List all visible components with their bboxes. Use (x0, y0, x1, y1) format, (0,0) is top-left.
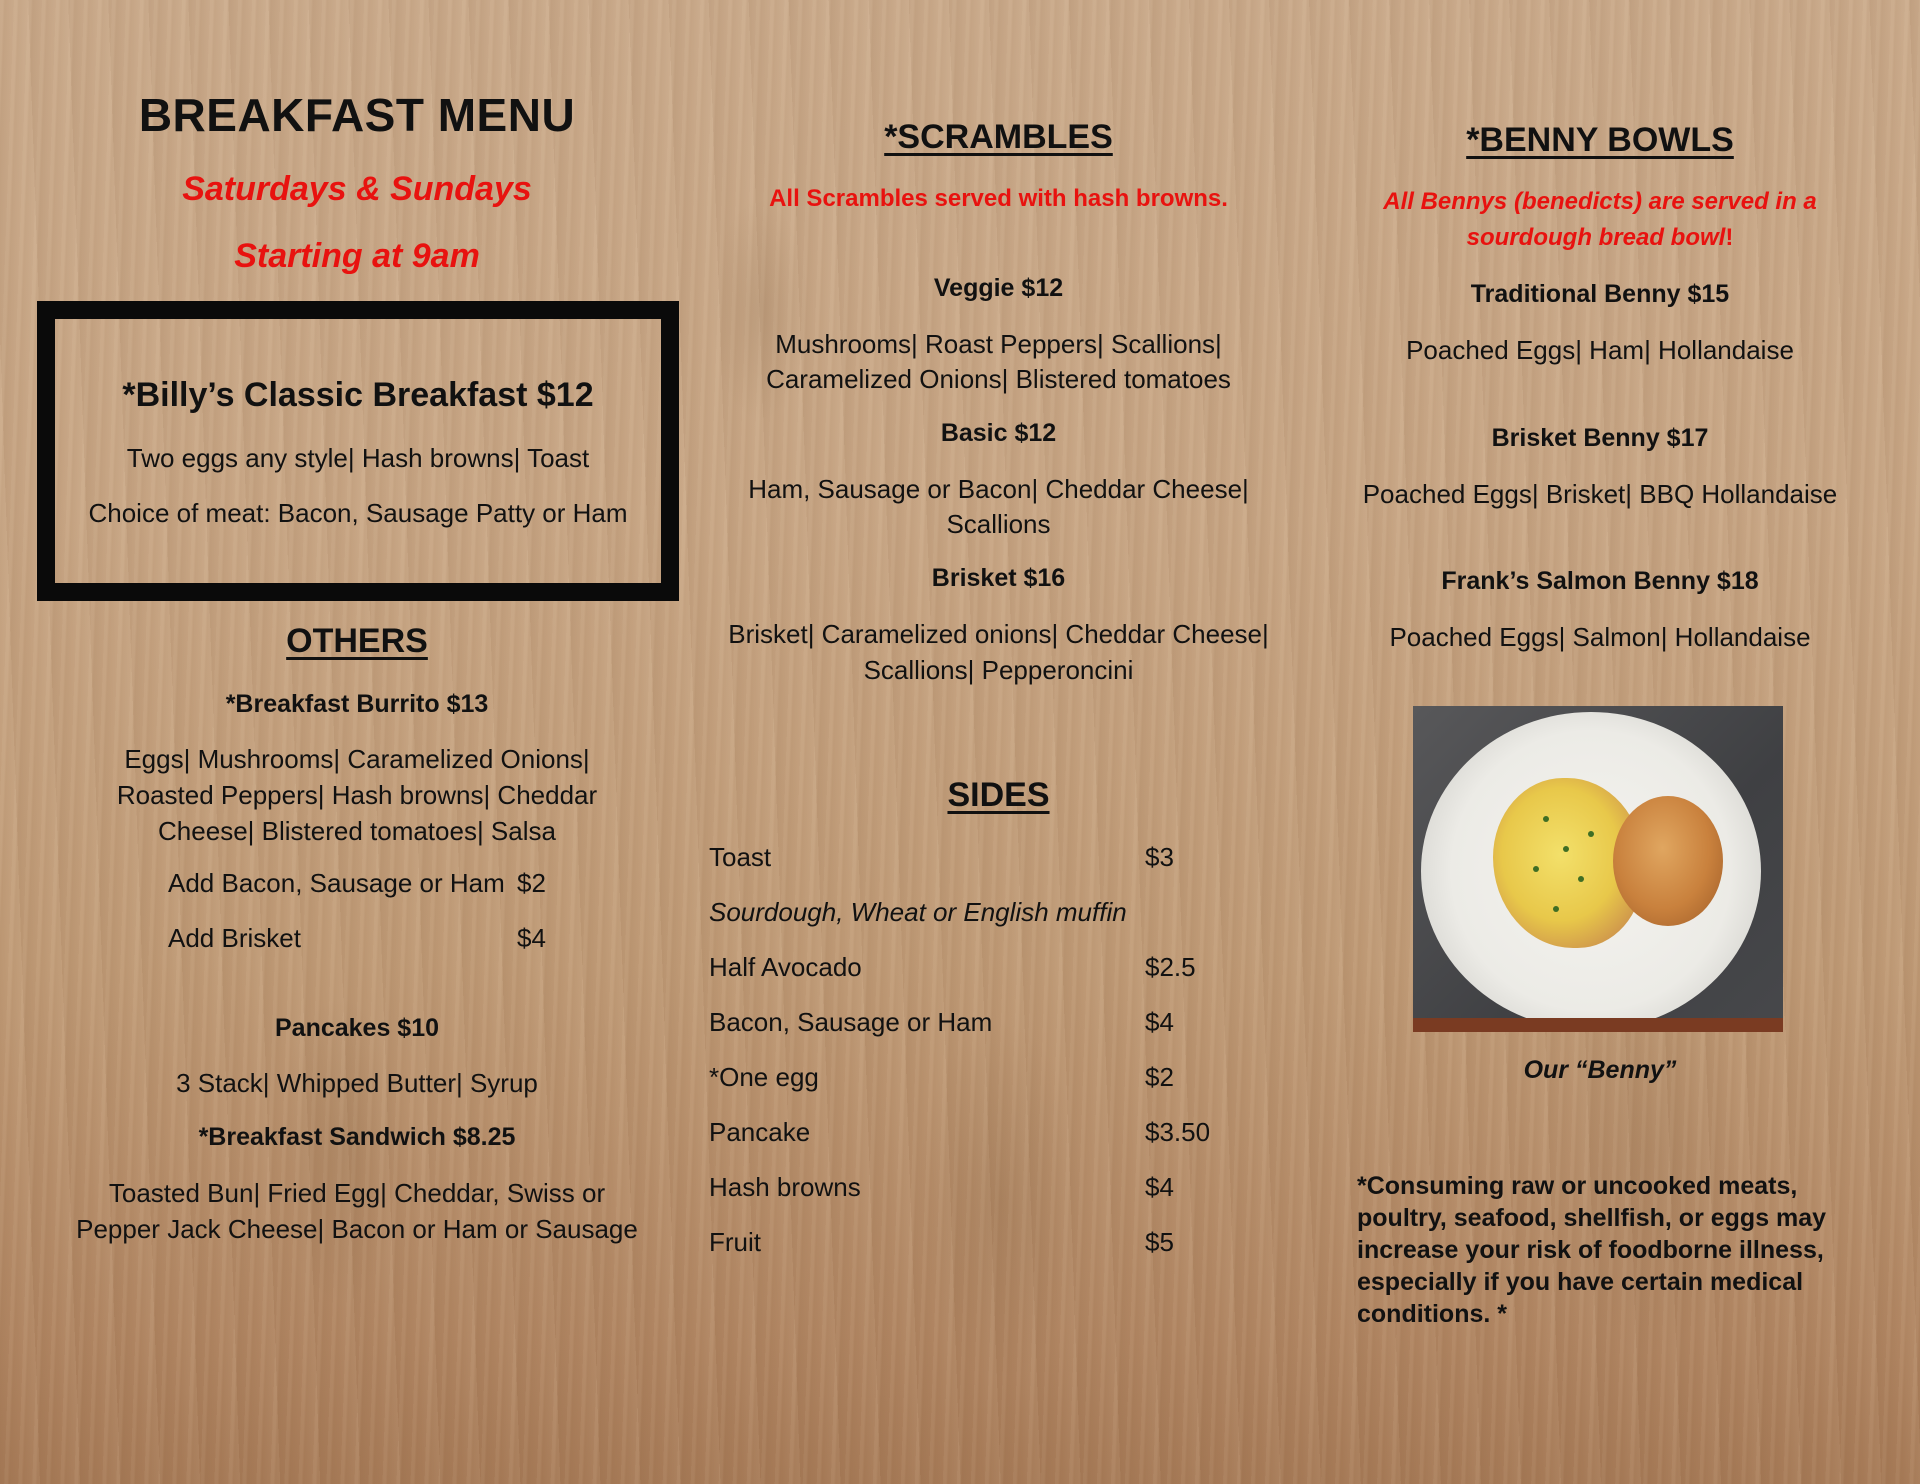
burrito-desc-1: Eggs| Mushrooms| Caramelized Onions| (124, 744, 590, 774)
tray-edge (1413, 1018, 1783, 1032)
side-price: $5 (1145, 1227, 1174, 1257)
benny-note-italic: sourdough bread bowl (1466, 224, 1726, 251)
benny-photo (1413, 706, 1783, 1032)
menu-title: BREAKFAST MENU (138, 89, 576, 141)
addon-row (168, 868, 505, 899)
addon-row (168, 923, 301, 954)
food-safety-disclaimer (1357, 1170, 1857, 1330)
addon-label: Add Bacon, Sausage or Ham (168, 868, 505, 898)
scrambles-heading: *SCRAMBLES (884, 118, 1113, 156)
classic-breakfast-name: *Billy’s Classic Breakfast $12 (122, 376, 594, 414)
burrito-desc-3: Cheese| Blistered tomatoes| Salsa (158, 816, 556, 846)
scramble-name: Basic $12 (940, 419, 1057, 447)
side-name: Toast (709, 842, 772, 872)
photo-caption: Our “Benny” (1523, 1056, 1677, 1084)
side-price: $2.5 (1145, 952, 1196, 982)
addon-price: $2 (517, 868, 546, 898)
side-price: $4 (1145, 1007, 1174, 1037)
classic-breakfast-meat: Choice of meat: Bacon, Sausage Patty or Ham (88, 498, 628, 528)
side-name: Hash browns (709, 1172, 861, 1202)
benny-name: Brisket Benny $17 (1491, 424, 1709, 452)
scramble-desc: Scallions (946, 509, 1051, 539)
disclaimer-line: conditions. * (1357, 1300, 1507, 1328)
pancakes-desc: 3 Stack| Whipped Butter| Syrup (176, 1068, 538, 1098)
bread-bowl-shape (1613, 796, 1723, 926)
benny-desc: Poached Eggs| Brisket| BBQ Hollandaise (1362, 479, 1838, 509)
others-heading: OTHERS (286, 622, 428, 660)
scramble-desc: Mushrooms| Roast Peppers| Scallions| (775, 329, 1222, 359)
side-name: Half Avocado (709, 952, 862, 982)
benny-note-end: ! (1725, 224, 1734, 251)
herb-dot (1533, 866, 1539, 872)
classic-breakfast-desc: Two eggs any style| Hash browns| Toast (126, 443, 590, 473)
benny-desc: Poached Eggs| Ham| Hollandaise (1406, 335, 1794, 365)
side-name: Sourdough, Wheat or English muffin (709, 897, 1127, 927)
scrambles-note: All Scrambles served with hash browns. (769, 185, 1228, 212)
benny-note-1: All Bennys (benedicts) are served in a (1383, 188, 1817, 215)
scramble-desc: Caramelized Onions| Blistered tomatoes (766, 364, 1231, 394)
benny-name: Traditional Benny $15 (1470, 280, 1730, 308)
herb-dot (1553, 906, 1559, 912)
pancakes-name: Pancakes $10 (274, 1014, 440, 1042)
benny-heading: *BENNY BOWLS (1466, 121, 1734, 159)
sandwich-name: *Breakfast Sandwich $8.25 (198, 1123, 516, 1151)
herb-dot (1563, 846, 1569, 852)
menu-start-time: Starting at 9am (234, 237, 480, 275)
disclaimer-line: especially if you have certain medical (1357, 1268, 1804, 1296)
burrito-name: *Breakfast Burrito $13 (225, 690, 489, 718)
side-name: Bacon, Sausage or Ham (709, 1007, 993, 1037)
scramble-desc: Brisket| Caramelized onions| Cheddar Cheese| (728, 619, 1269, 649)
side-name: Pancake (709, 1117, 811, 1147)
herb-dot (1588, 831, 1594, 837)
benny-desc: Poached Eggs| Salmon| Hollandaise (1389, 622, 1811, 652)
side-price: $3.50 (1145, 1117, 1211, 1147)
burrito-desc-2: Roasted Peppers| Hash browns| Cheddar (116, 780, 598, 810)
disclaimer-line: poultry, seafood, shellfish, or eggs may (1357, 1204, 1827, 1232)
scramble-name: Veggie $12 (933, 274, 1064, 302)
scramble-name: Brisket $16 (931, 564, 1066, 592)
side-name: *One egg (709, 1062, 819, 1092)
side-price: $3 (1145, 842, 1174, 872)
scramble-desc: Scallions| Pepperoncini (863, 655, 1134, 685)
disclaimer-line: increase your risk of foodborne illness, (1357, 1236, 1824, 1264)
side-name: Fruit (709, 1227, 761, 1257)
sandwich-desc-1: Toasted Bun| Fried Egg| Cheddar, Swiss or (108, 1178, 606, 1208)
sandwich-desc-2: Pepper Jack Cheese| Bacon or Ham or Sausage (76, 1214, 638, 1244)
disclaimer-line: *Consuming raw or uncooked meats, (1357, 1172, 1798, 1200)
side-price: $4 (1145, 1172, 1174, 1202)
addon-price: $4 (517, 923, 546, 953)
menu-days: Saturdays & Sundays (182, 170, 532, 208)
herb-dot (1578, 876, 1584, 882)
sides-heading: SIDES (947, 776, 1050, 814)
herb-dot (1543, 816, 1549, 822)
side-price: $2 (1145, 1062, 1174, 1092)
addon-label: Add Brisket (168, 923, 301, 953)
benny-note-2 (1340, 224, 1860, 252)
scramble-desc: Ham, Sausage or Bacon| Cheddar Cheese| (748, 474, 1249, 504)
benny-name: Frank’s Salmon Benny $18 (1441, 567, 1759, 595)
